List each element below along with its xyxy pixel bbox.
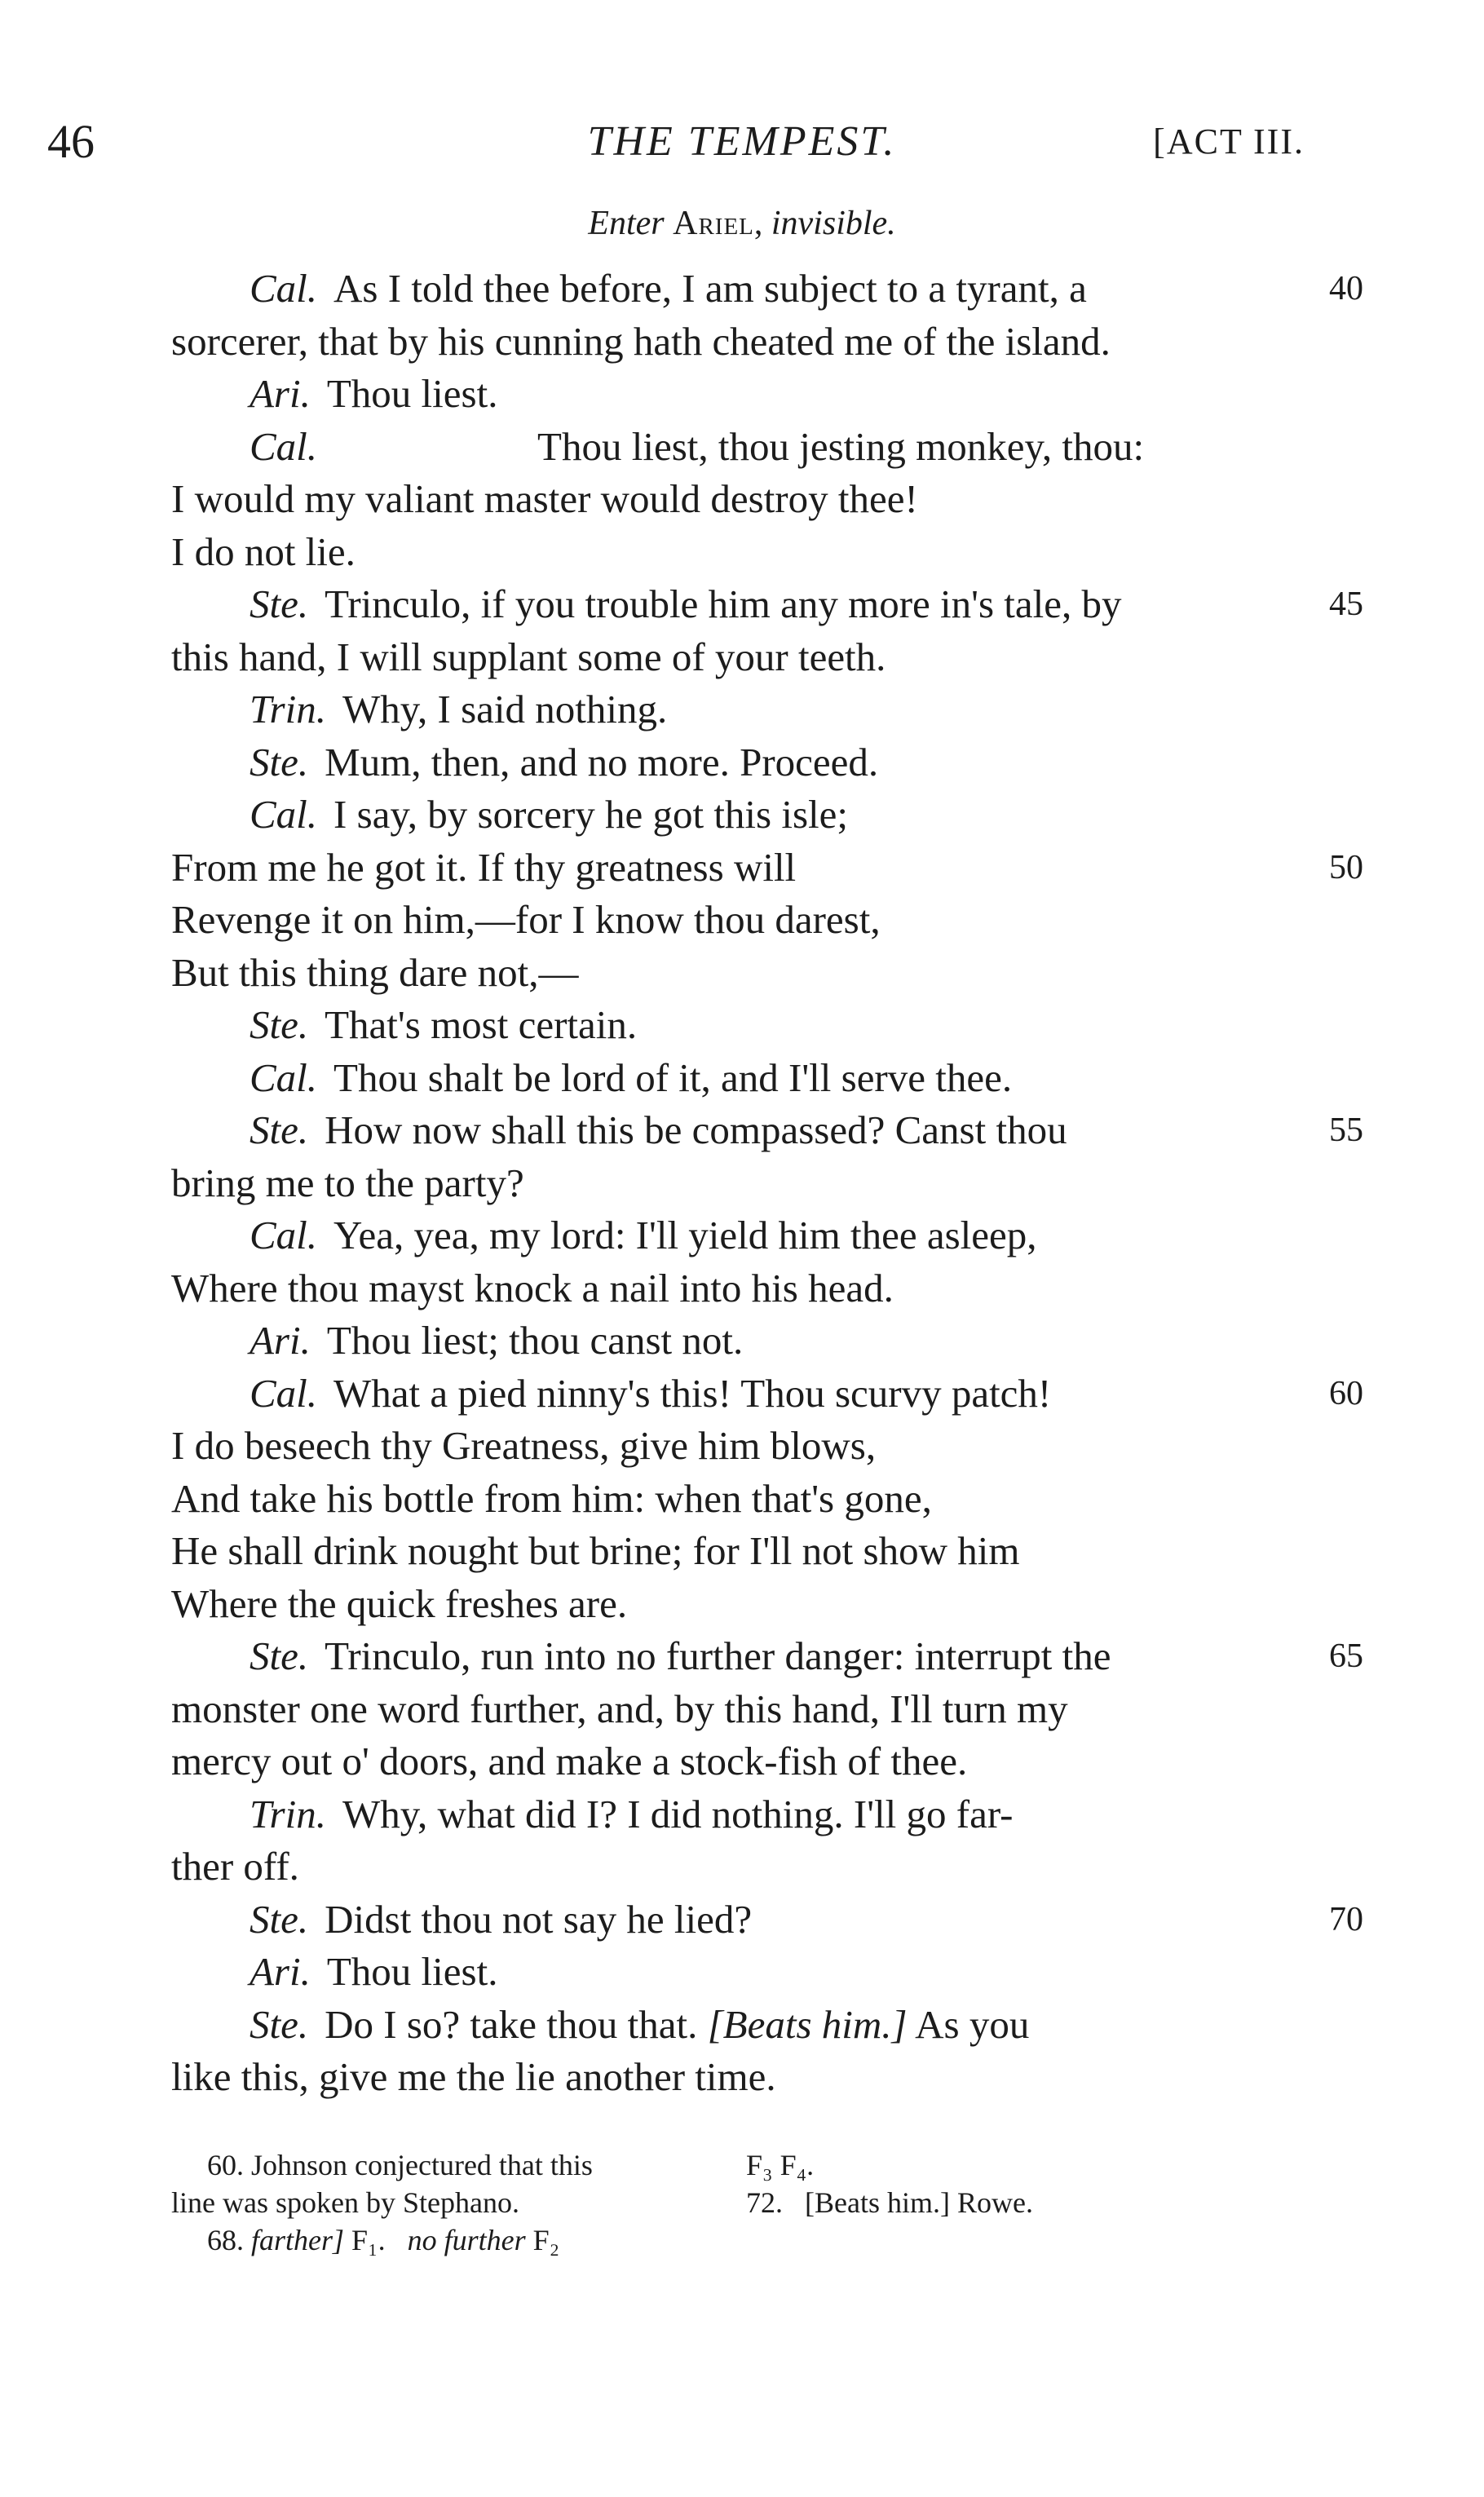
text-line [171, 316, 1411, 369]
line-number: 65 [1329, 1637, 1363, 1675]
text-line [171, 1368, 1411, 1421]
line-text: bring me to the party? [171, 1160, 524, 1205]
text-line [171, 368, 1411, 421]
text-line [171, 842, 1411, 895]
line-number: 55 [1329, 1111, 1363, 1149]
text-line [171, 473, 1411, 526]
text-line [171, 1157, 1411, 1210]
speaker: Ste. [250, 739, 309, 784]
line-text: Revenge it on him,—for I know thou darest, [171, 897, 881, 942]
line-number: 40 [1329, 270, 1363, 307]
speaker: Ste. [250, 2001, 309, 2047]
text-line [171, 1735, 1411, 1788]
line-text: I do not lie. [171, 528, 356, 574]
line-text: Thou liest, thou jesting monkey, thou: [537, 423, 1145, 469]
line-text: like this, give me the lie another time. [171, 2054, 776, 2099]
line-text: sorcerer, that by his cunning hath cheated me of the island. [171, 318, 1111, 364]
text-line [171, 894, 1411, 947]
footnote-72 [746, 2184, 1033, 2221]
line-text: Why, I said nothing. [342, 687, 668, 731]
speaker: Cal. [250, 1054, 318, 1100]
text-line [171, 1630, 1411, 1683]
text-line [171, 1578, 1411, 1631]
speaker: Ste. [250, 1107, 309, 1152]
line-text: Thou liest. [326, 371, 498, 416]
line-text: Thou shalt be lord of it, and I'll serve thee. [333, 1054, 1013, 1100]
running-title: THE TEMPEST. [587, 118, 897, 165]
line-text: mercy out o' doors, and make a stock-fish of thee. [171, 1739, 968, 1783]
line-text: And take his bottle from him: when that's gone, [171, 1475, 932, 1521]
line-text: What a pied ninny's this! Thou scurvy patch! [333, 1370, 1052, 1416]
footnote-line [171, 2184, 1231, 2221]
line-text: Didst thou not say he lied? [325, 1896, 753, 1942]
speaker: Ste. [250, 1633, 309, 1678]
line-text: I do beseech thy Greatness, give him blows, [171, 1423, 877, 1468]
text-line [171, 1262, 1411, 1315]
line-text: Yea, yea, my lord: I'll yield him thee asleep, [333, 1213, 1037, 1257]
line-text: From me he got it. If thy greatness will [171, 844, 797, 890]
line-text: ther off. [171, 1844, 299, 1889]
text-line [171, 683, 1411, 736]
footnotes [171, 2146, 1231, 2259]
stage-direction-state: invisible. [771, 205, 896, 242]
act-label: [ACT III. [1153, 122, 1305, 161]
footnote-line [171, 2146, 1231, 2184]
line-text: Do I so? take thou that. [325, 2001, 698, 2047]
line-text: Trinculo, run into no further danger: interrupt the [325, 1633, 1111, 1678]
speaker: Ste. [250, 581, 309, 626]
footnote-text: [Beats him.] Rowe. [805, 2186, 1033, 2219]
footnote-text: line was spoken by Stephano. [171, 2186, 519, 2219]
footnote-number: 72. [746, 2186, 783, 2219]
line-text: Thou liest; thou canst not. [326, 1318, 744, 1363]
text-line [171, 1104, 1411, 1157]
line-text: I say, by sorcery he got this isle; [333, 792, 849, 837]
footnote-reading: farther] [251, 2224, 345, 2256]
speaker: Ste. [250, 1896, 309, 1942]
text-line [171, 1683, 1411, 1736]
text-line [171, 1473, 1411, 1526]
stage-direction: Enter Ariel, invisible. [588, 205, 896, 242]
footnote-source: F₁. [351, 2224, 386, 2256]
line-number: 60 [1329, 1374, 1363, 1412]
text-line [171, 1315, 1411, 1368]
speaker: Ari. [250, 1949, 311, 1994]
speaker: Cal. [250, 1213, 318, 1257]
footnote-line [171, 2221, 1231, 2259]
text-line [171, 789, 1411, 842]
line-number: 50 [1329, 848, 1363, 886]
footnote-text: Johnson conjectured that this [251, 2149, 593, 2181]
speaker: Ste. [250, 1002, 309, 1047]
speaker: Ari. [250, 1318, 311, 1363]
running-header [0, 114, 1484, 188]
text-line [171, 736, 1411, 789]
stage-direction-inline: [Beats him.] [707, 2001, 908, 2047]
line-text: As I told thee before, I am subject to a tyrant, a [333, 266, 1087, 311]
line-text: Trinculo, if you trouble him any more in's tale, by [325, 581, 1122, 626]
footnote-source: F₂ [532, 2224, 560, 2256]
text-line [171, 1209, 1411, 1262]
text-line [171, 947, 1411, 1000]
speaker: Trin. [250, 687, 326, 731]
text-line [171, 631, 1411, 684]
text-line [171, 1525, 1411, 1578]
line-number: 70 [1329, 1900, 1363, 1938]
footnote-number: 60. [207, 2149, 244, 2181]
text-line [171, 1894, 1411, 1947]
stage-direction-character: Ariel [673, 205, 754, 242]
footnote-reading: no further [407, 2224, 526, 2256]
line-text: Mum, then, and no more. Proceed. [325, 739, 879, 784]
page-number: 46 [47, 115, 95, 168]
line-text: monster one word further, and, by this hand, I'll turn my [171, 1686, 1068, 1731]
line-text: this hand, I will supplant some of your teeth. [171, 634, 886, 679]
play-text [171, 263, 1411, 2104]
line-text: Thou liest. [326, 1949, 498, 1994]
line-text: How now shall this be compassed? Canst thou [325, 1107, 1067, 1152]
speaker: Cal. [250, 1370, 318, 1416]
text-line [171, 2051, 1411, 2104]
line-text: He shall drink nought but brine; for I'll not show him [171, 1528, 1020, 1573]
line-text: Where thou mayst knock a nail into his head. [171, 1265, 894, 1310]
text-line [171, 421, 1411, 474]
line-text-continued: As you [915, 2001, 1030, 2047]
text-line [171, 1420, 1411, 1473]
text-line [171, 1841, 1411, 1894]
line-text: Where the quick freshes are. [171, 1580, 628, 1626]
line-text: That's most certain. [325, 1002, 638, 1047]
speaker: Cal. [250, 423, 318, 469]
text-line [171, 999, 1411, 1052]
text-line [171, 526, 1411, 579]
stage-direction-enter: Enter [588, 205, 665, 242]
text-line [171, 1052, 1411, 1105]
speaker: Trin. [250, 1791, 326, 1836]
footnote-number: 68. [207, 2224, 244, 2256]
line-text: But this thing dare not,— [171, 949, 579, 995]
speaker: Ari. [250, 371, 311, 416]
speaker: Cal. [250, 266, 318, 311]
text-line [171, 1946, 1411, 1999]
line-number: 45 [1329, 586, 1363, 623]
text-line [171, 1788, 1411, 1841]
text-line [171, 263, 1411, 316]
line-text: Why, what did I? I did nothing. I'll go far- [342, 1791, 1014, 1836]
speaker: Cal. [250, 792, 318, 837]
text-line [171, 1999, 1411, 2052]
footnote-text: F₃ F₄. [746, 2149, 815, 2181]
text-line [171, 578, 1411, 631]
line-text: I would my valiant master would destroy thee! [171, 476, 918, 521]
